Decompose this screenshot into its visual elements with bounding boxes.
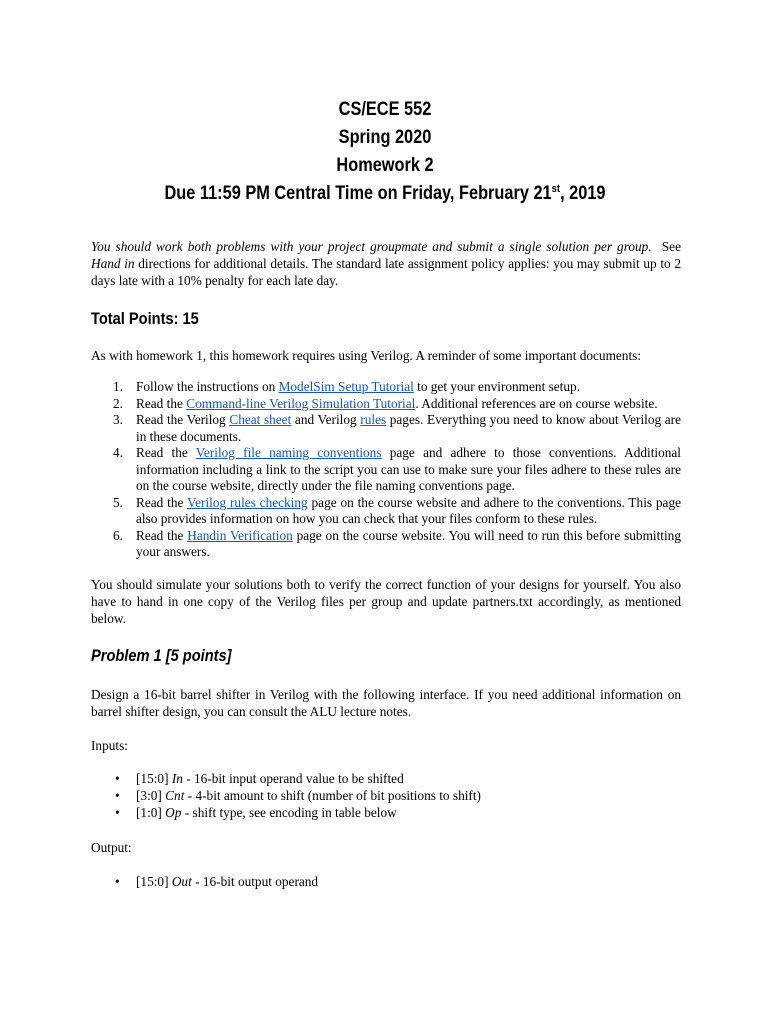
bullet: • (115, 771, 120, 786)
cmdline-sim-tutorial-link[interactable]: Command-line Verilog Simulation Tutorial (186, 395, 416, 411)
simulate-paragraph: You should simulate your solutions both to verify the correct function of your designs for yourself. You also have to hand in one copy of the Verilog files per group and update partners.txt accordingly, as mentioned below. (91, 577, 681, 626)
bullet: • (115, 788, 120, 803)
problem1-heading: Problem 1 [5 points] (91, 646, 232, 665)
port-desc: - 4-bit amount to shift (number of bit positions to shift) (184, 788, 481, 803)
handin-verification-link[interactable]: Handin Verification (187, 527, 293, 543)
port-desc: - shift type, see encoding in table below (181, 805, 397, 820)
inputs-list (91, 770, 681, 821)
step-text: . Additional references are on course website. (415, 395, 658, 411)
modelsim-setup-link[interactable]: ModelSim Setup Tutorial (278, 379, 414, 394)
step-text: to get your environment setup. (413, 379, 580, 394)
intro-paragraph (91, 238, 681, 289)
intro-see: See (651, 239, 681, 254)
title-block (54, 96, 716, 208)
port-name: Op (165, 805, 182, 820)
list-item (91, 787, 681, 804)
step-text: page and adhere to those conventions. Additional information including a link to the script you can use to make sure your files adhere to these rules are on the course website, directly under the file naming conventions page. (136, 445, 681, 493)
due-date-superscript: st (551, 183, 561, 195)
rules-checking-link[interactable]: Verilog rules checking (187, 494, 308, 510)
due-date (54, 180, 716, 208)
output-label: Output: (91, 840, 132, 855)
outputs-list (91, 873, 681, 890)
step-text: Read the (136, 527, 188, 543)
list-item (91, 873, 681, 890)
list-number: 3. (113, 412, 123, 427)
port-bits: [1:0] (136, 805, 166, 820)
file-naming-link[interactable]: Verilog file naming conventions (195, 445, 382, 460)
list-number: 5. (113, 494, 123, 510)
list-item (91, 804, 681, 821)
due-date-text: Due 11:59 PM Central Time on Friday, February 21 (164, 183, 552, 204)
steps-list (91, 379, 681, 561)
port-bits: [15:0] (136, 771, 172, 786)
list-item (91, 412, 681, 445)
bullet: • (115, 874, 120, 889)
cheat-sheet-link[interactable]: Cheat sheet (229, 412, 292, 427)
step-text: Read the Verilog (136, 412, 230, 427)
port-name: In (171, 771, 183, 786)
list-number: 6. (113, 527, 123, 543)
list-item (91, 528, 681, 561)
bullet: • (115, 805, 120, 820)
step-text: Read the (136, 494, 188, 510)
list-item (91, 396, 681, 413)
total-points-heading: Total Points: 15 (91, 309, 199, 328)
list-item (91, 770, 681, 787)
step-text: Follow the instructions on (136, 379, 279, 394)
list-number: 4. (113, 445, 123, 460)
problem1-description: Design a 16-bit barrel shifter in Verilog with the following interface. If you need additional information on barrel shifter design, you can consult the ALU lecture notes. (91, 687, 681, 719)
port-desc: - 16-bit output operand (191, 874, 319, 889)
port-name: Out (171, 874, 192, 889)
assignment-title: Homework 2 (336, 155, 434, 176)
port-bits: [15:0] (136, 874, 172, 889)
list-item (91, 445, 681, 495)
step-text: and Verilog (291, 412, 361, 427)
rules-link[interactable]: rules (360, 412, 387, 427)
intro-rest: directions for additional details. The standard late assignment policy applies: you may submit up to 2 days late with a 10% penalty for each late day. (91, 256, 681, 288)
port-bits: [3:0] (136, 788, 166, 803)
list-item (91, 379, 681, 396)
step-text: Read the (136, 445, 196, 460)
step-text: pages. Everything you need to know about Verilog are in these documents. (136, 412, 681, 444)
intro-italic: You should work both problems with your project groupmate and submit a single solution per group. (91, 239, 652, 254)
step-text: page on the course website. You will need to run this before submitting your answers. (136, 527, 681, 559)
intro-handin: Hand in (91, 256, 135, 271)
port-name: Cnt (165, 788, 185, 803)
inputs-label: Inputs: (91, 738, 128, 753)
due-date-year: , 2019 (560, 183, 606, 204)
port-desc: - 16-bit input operand value to be shifted (182, 771, 404, 786)
term-title: Spring 2020 (338, 127, 432, 148)
step-text: page on the course website and adhere to the conventions. This page also provides information on how you can check that your files conform to these rules. (136, 494, 682, 526)
step-text: Read the (136, 395, 187, 411)
verilog-intro: As with homework 1, this homework requires using Verilog. A reminder of some important documents: (91, 348, 642, 363)
list-item (91, 495, 681, 528)
list-number: 1. (113, 379, 123, 394)
list-number: 2. (113, 395, 123, 411)
course-title: CS/ECE 552 (338, 99, 432, 120)
